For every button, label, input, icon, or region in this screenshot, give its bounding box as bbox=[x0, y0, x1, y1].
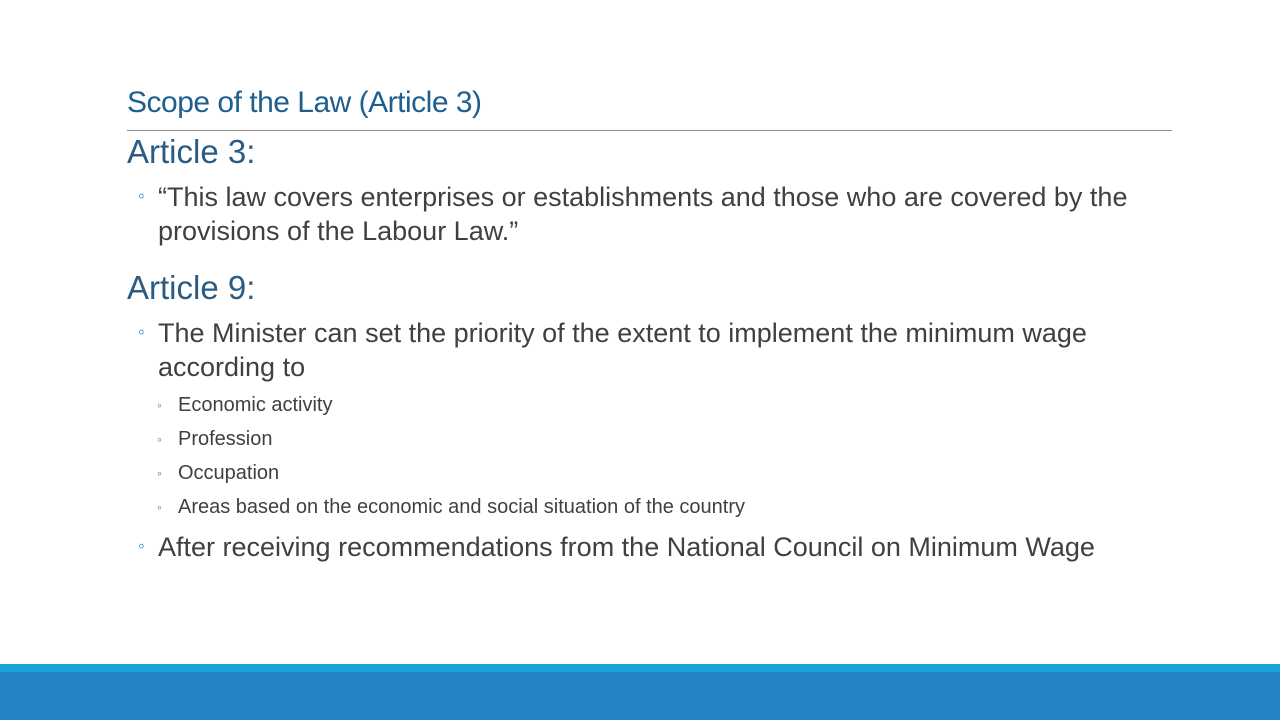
sub-item-occupation bbox=[157, 460, 1157, 486]
sub-item-economic-activity bbox=[157, 392, 1157, 418]
article-9-heading: Article 9: bbox=[127, 269, 256, 306]
sub-item-profession bbox=[157, 426, 1157, 452]
recommendations-text: After receiving recommendations from the National Council on Minimum Wage bbox=[158, 532, 1095, 562]
sub-bullet-circle-icon: ◦ bbox=[157, 431, 162, 447]
footer-bar bbox=[0, 672, 1280, 720]
article-3-quote: “This law covers enterprises or establishments and those who are covered by the provisions of the Labour Law.” bbox=[158, 182, 1128, 246]
minister-priority-bullet bbox=[138, 316, 1168, 384]
sub-item-text: Profession bbox=[178, 428, 273, 450]
bullet-circle-icon: ◦ bbox=[138, 536, 145, 557]
sub-item-areas bbox=[157, 494, 1157, 520]
bullet-circle-icon: ◦ bbox=[138, 322, 145, 343]
slide-title: Scope of the Law (Article 3) bbox=[127, 86, 482, 119]
sub-bullet-circle-icon: ◦ bbox=[157, 397, 162, 413]
sub-item-text: Areas based on the economic and social situation of the country bbox=[178, 496, 746, 518]
sub-item-text: Economic activity bbox=[178, 394, 333, 416]
article-3-bullet bbox=[138, 180, 1168, 248]
article-3-heading: Article 3: bbox=[127, 133, 256, 170]
sub-bullet-circle-icon: ◦ bbox=[157, 465, 162, 481]
title-divider bbox=[127, 130, 1172, 131]
sub-bullet-circle-icon: ◦ bbox=[157, 499, 162, 515]
recommendations-bullet bbox=[138, 530, 1168, 564]
sub-item-text: Occupation bbox=[178, 462, 280, 484]
minister-priority-text: The Minister can set the priority of the extent to implement the minimum wage according to bbox=[158, 318, 1087, 382]
footer-accent-strip bbox=[0, 664, 1280, 672]
bullet-circle-icon: ◦ bbox=[138, 186, 145, 207]
